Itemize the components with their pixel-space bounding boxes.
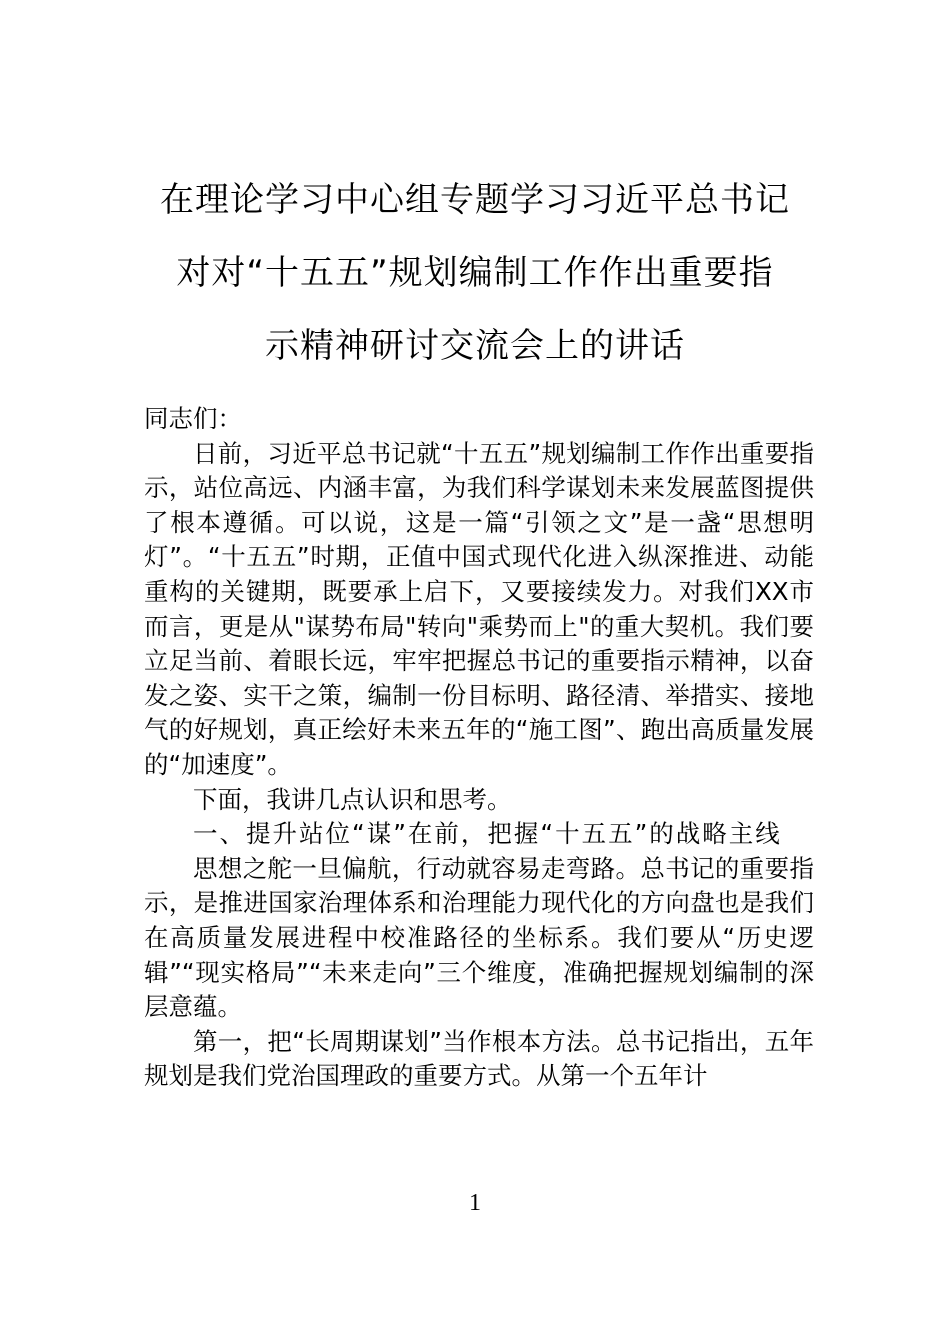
paragraph-transition: 下面，我讲几点认识和思考。 [193, 784, 512, 814]
paragraph-point-1: 第一，把“长周期谋划”当作根本方法。总书记指出，五年规划是我们党治国理政的重要方式。从第一个五年计 [144, 1026, 814, 1091]
title-line-1: 在理论学习中心组专题学习习近平总书记 [160, 180, 790, 220]
page-number: 1 [469, 1190, 481, 1216]
paragraph-intro: 日前，习近平总书记就“十五五”规划编制工作作出重要指示，站位高远、内涵丰富，为我们科学谋划未来发展蓝图提供了根本遵循。可以说，这是一篇“引领之文”是一盏“思想明灯”。“十五五”时期，正值中国式现代化进入纵深推进、动能重构的关键期，既要承上启下，又要接续发力。对我们XX市而言，更是从"谋势布局"转向"乘势而上"的重大契机。我们要立足当前、着眼长远，牢牢把握总书记的重要指示精神，以奋发之姿、实干之策，编制一份目标明、路径清、举措实、接地气的好规划，真正绘好未来五年的“施工图”、跑出高质量发展的“加速度”。 [144, 438, 814, 779]
paragraph-section-1: 思想之舵一旦偏航，行动就容易走弯路。总书记的重要指示，是推进国家治理体系和治理能力现代化的方向盘也是我们在高质量发展进程中校准路径的坐标系。我们要从“历史逻辑”“现实格局”“未来走向”三个维度，准确把握规划编制的深层意蕴。 [144, 853, 814, 1022]
title-line-3: 示精神研讨交流会上的讲话 [265, 326, 685, 366]
document-body [144, 402, 814, 1094]
title-line-2: 对对“十五五”规划编制工作作出重要指 [176, 253, 774, 293]
document-title [140, 164, 810, 383]
section-heading-1: 一、提升站位“谋”在前，把握“十五五”的战略主线 [193, 819, 782, 849]
salutation: 同志们： [144, 404, 242, 433]
